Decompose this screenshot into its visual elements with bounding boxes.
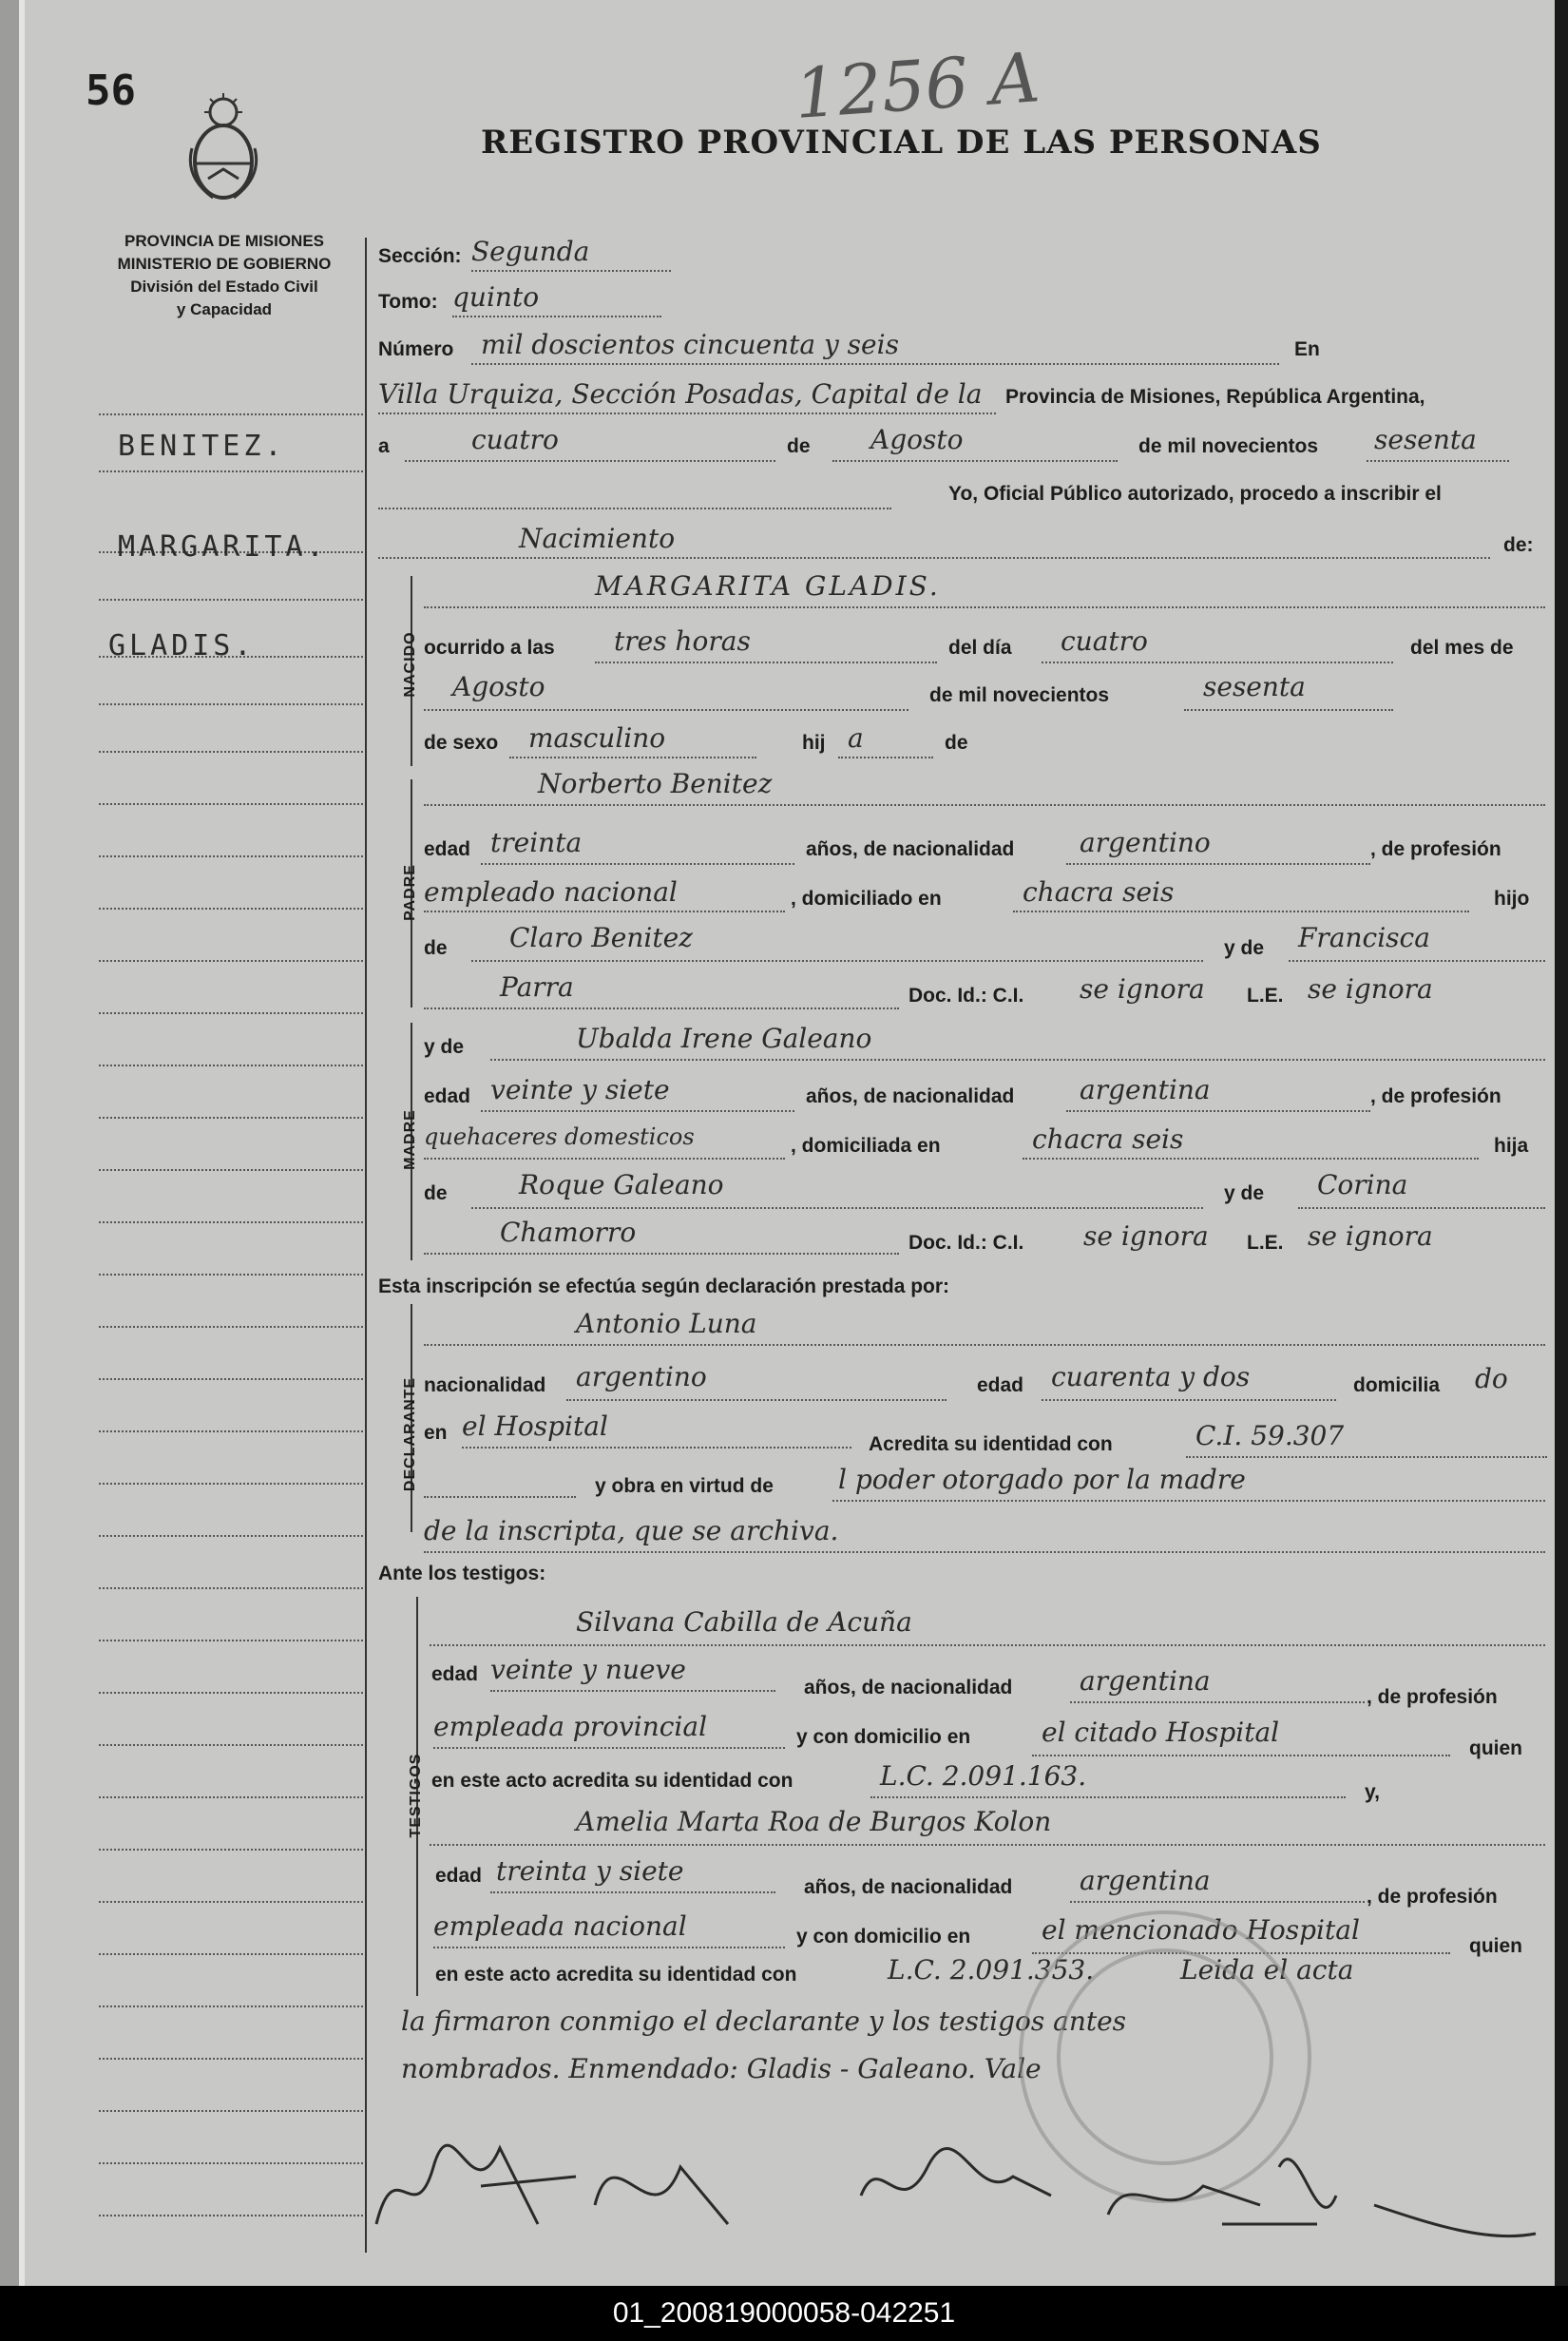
acredita-label: Acredita su identidad con [869,1433,1113,1455]
madre-madre-de: Corina [1317,1169,1408,1200]
header-line: MINISTERIO DE GOBIERNO [117,255,332,273]
nacido-anio-label: de mil novecientos [929,684,1110,706]
document-title: REGISTRO PROVINCIAL DE LAS PERSONAS [481,124,1322,162]
madre-doc-value: se ignora [1083,1220,1209,1252]
padre-padre-de: Claro Benitez [509,922,693,953]
section-testigos: TESTIGOS [408,1753,424,1838]
a-label: a [378,435,390,457]
declarante-dom-label: domicilia [1353,1374,1441,1396]
testigo-2-nac: argentina [1080,1865,1211,1896]
testigo-1-y-label: y, [1365,1781,1380,1803]
madre-prof-label: , de profesión [1370,1085,1501,1107]
oficial-text: Yo, Oficial Público autorizado, procedo a inscribir el [948,483,1442,505]
declarante-en-label: en [424,1422,448,1444]
padre-madre-de: Francisca [1298,922,1430,953]
madre-nombre: Ubalda Irene Galeano [576,1023,872,1054]
margin-surname: BENITEZ. [118,430,286,463]
declarante-en-value: el Hospital [462,1410,608,1442]
testigo-2-nac-label: años, de nacionalidad [804,1876,1013,1898]
padre-prof-label: , de profesión [1370,838,1501,860]
mes-value: Agosto [870,424,964,455]
padre-edad-label: edad [424,838,471,860]
numero-value: mil doscientos cincuenta y seis [481,329,899,360]
testigo-2-doc: L.C. 2.091.353. [888,1954,1095,1986]
ocurrido-label: ocurrido a las [424,637,555,659]
anio-label: de mil novecientos [1138,435,1319,457]
tomo-label: Tomo: [378,291,438,313]
testigo-1-dom: el citado Hospital [1042,1717,1280,1748]
acto-value: Nacimiento [519,523,676,554]
declarante-edad-label: edad [977,1374,1024,1396]
padre-doc-label: Doc. Id.: C.I. [908,985,1024,1007]
padre-prof-value: empleado nacional [424,876,678,908]
madre-doc-label: Doc. Id.: C.I. [908,1232,1024,1254]
madre-y-de-label: y de [424,1036,465,1058]
image-caption: 01_200819000058-042251 [0,2286,1568,2341]
nacido-anio-value: sesenta [1203,671,1306,702]
madre-le-label: L.E. [1247,1232,1284,1254]
madre-padre-de: Roque Galeano [519,1169,724,1200]
coat-of-arms-icon [184,91,262,205]
testigo-1-quien-label: quien [1469,1737,1522,1759]
madre-edad-value: veinte y siete [490,1074,670,1105]
virtud-value: l poder otorgado por la madre [838,1464,1246,1495]
testigo-2-prof-label: , de profesión [1367,1886,1498,1908]
madre-y-de2-label: y de [1224,1182,1265,1204]
declarante-edad-value: cuarenta y dos [1051,1361,1251,1392]
inscripto-name: MARGARITA GLADIS. [595,570,941,602]
header-line: PROVINCIA DE MISIONES [124,232,324,250]
madre-de-label: de [424,1182,448,1204]
numero-label: Número [378,338,454,360]
en-value: Villa Urquiza, Sección Posadas, Capital de la [378,378,983,410]
hora-value: tres horas [614,625,751,657]
padre-nac-value: argentino [1080,827,1211,858]
nacido-dia-value: cuatro [1061,625,1148,657]
header-line: División del Estado Civil [130,278,318,296]
testigo-2-dom-label: y con domicilio en [796,1926,971,1948]
declaracion-text: Esta inscripción se efectúa según declaración prestada por: [378,1276,950,1297]
padre-edad-value: treinta [490,827,583,858]
nacido-mes-value: Agosto [452,671,545,702]
testigo-2-acredita-label: en este acto acredita su identidad con [435,1964,797,1986]
madre-prof-value: quehaceres domesticos [424,1123,695,1150]
testigo-1-edad: veinte y nueve [490,1654,686,1685]
testigo-2-dom: el mencionado Hospital [1042,1914,1360,1946]
padre-dom-value: chacra seis [1023,876,1175,908]
margin-first-name: MARGARITA. [118,530,328,564]
testigo-2-edad: treinta y siete [496,1855,684,1887]
provincia-text: Provincia de Misiones, República Argentina, [1005,386,1425,408]
madre-le-value: se ignora [1308,1220,1433,1252]
testigo-2-edad-label: edad [435,1865,483,1887]
testigo-1-nombre: Silvana Cabilla de Acuña [576,1606,912,1638]
section-nacido: NACIDO [402,631,418,698]
seccion-label: Sección: [378,245,462,267]
del-mes-label: del mes de [1410,637,1514,659]
virtud-value-2: de la inscripta, que se archiva. [424,1515,839,1546]
section-padre: PADRE [402,864,418,921]
testigo-1-dom-label: y con domicilio en [796,1726,971,1748]
testigo-1-edad-label: edad [431,1663,479,1685]
header-line: y Capacidad [176,300,273,318]
hij-value: a [848,722,864,754]
de-label: de [787,435,811,457]
declarante-dom-suffix: do [1475,1363,1508,1394]
declarante-nac-value: argentino [576,1361,707,1392]
padre-dom-label: , domiciliado en [791,888,942,910]
padre-le-label: L.E. [1247,985,1284,1007]
signatures [367,2110,1545,2253]
madre-dom-value: chacra seis [1032,1123,1184,1155]
issuer-header [82,230,367,321]
madre-madre-de-2: Chamorro [500,1217,637,1248]
padre-doc-value: se ignora [1080,973,1205,1005]
page-number: 56 [86,67,136,115]
testigo-1-prof-label: , de profesión [1367,1686,1498,1708]
cierre-line-1: la firmaron conmigo el declarante y los testigos antes [401,2005,1127,2037]
margin-divider [365,238,367,2253]
madre-edad-label: edad [424,1085,471,1107]
padre-madre-de-2: Parra [500,971,574,1003]
madre-nac-label: años, de nacionalidad [806,1085,1015,1107]
testigo-2-prof: empleada nacional [433,1910,687,1942]
de-colon: de: [1503,534,1534,556]
cierre-line-2: nombrados. Enmendado: Gladis - Galeano. Vale [401,2053,1042,2084]
hij-label: hij [802,732,826,754]
sexo-label: de sexo [424,732,499,754]
ante-testigos-text: Ante los testigos: [378,1563,546,1584]
acredita-value: C.I. 59.307 [1195,1420,1345,1451]
hij-de-label: de [945,732,968,754]
anio-value: sesenta [1374,424,1477,455]
testigo-1-doc: L.C. 2.091.163. [880,1760,1087,1792]
seccion-value: Segunda [471,236,590,267]
en-label: En [1294,338,1320,360]
declarante-nac-label: nacionalidad [424,1374,546,1396]
section-madre: MADRE [402,1109,418,1170]
virtud-label: y obra en virtud de [595,1475,774,1497]
padre-le-value: se ignora [1308,973,1433,1005]
padre-nombre: Norberto Benitez [538,768,773,799]
del-dia-label: del día [948,637,1012,659]
testigo-2-nombre: Amelia Marta Roa de Burgos Kolon [576,1806,1052,1837]
madre-dom-label: , domiciliada en [791,1135,941,1157]
testigo-1-prof: empleada provincial [433,1711,708,1742]
testigo-1-nac-label: años, de nacionalidad [804,1677,1013,1698]
madre-hija-label: hija [1494,1135,1529,1157]
archive-number: 1256 A [792,37,1042,134]
testigo-1-nac: argentina [1080,1665,1211,1697]
testigo-2-quien-label: quien [1469,1935,1522,1957]
padre-hijo-label: hijo [1494,888,1530,910]
dia-value: cuatro [471,424,559,455]
padre-nac-label: años, de nacionalidad [806,838,1015,860]
cierre-lead: Leida el acta [1180,1954,1354,1986]
section-declarante: DECLARANTE [402,1376,418,1492]
madre-nac-value: argentina [1080,1074,1211,1105]
padre-y-de-label: y de [1224,937,1265,959]
padre-de-label: de [424,937,448,959]
margin-second-name: GLADIS. [108,629,256,662]
declarante-nombre: Antonio Luna [576,1308,757,1339]
testigo-1-acredita-label: en este acto acredita su identidad con [431,1770,794,1792]
sexo-value: masculino [528,722,666,754]
tomo-value: quinto [452,281,540,313]
register-page [19,0,1555,2286]
